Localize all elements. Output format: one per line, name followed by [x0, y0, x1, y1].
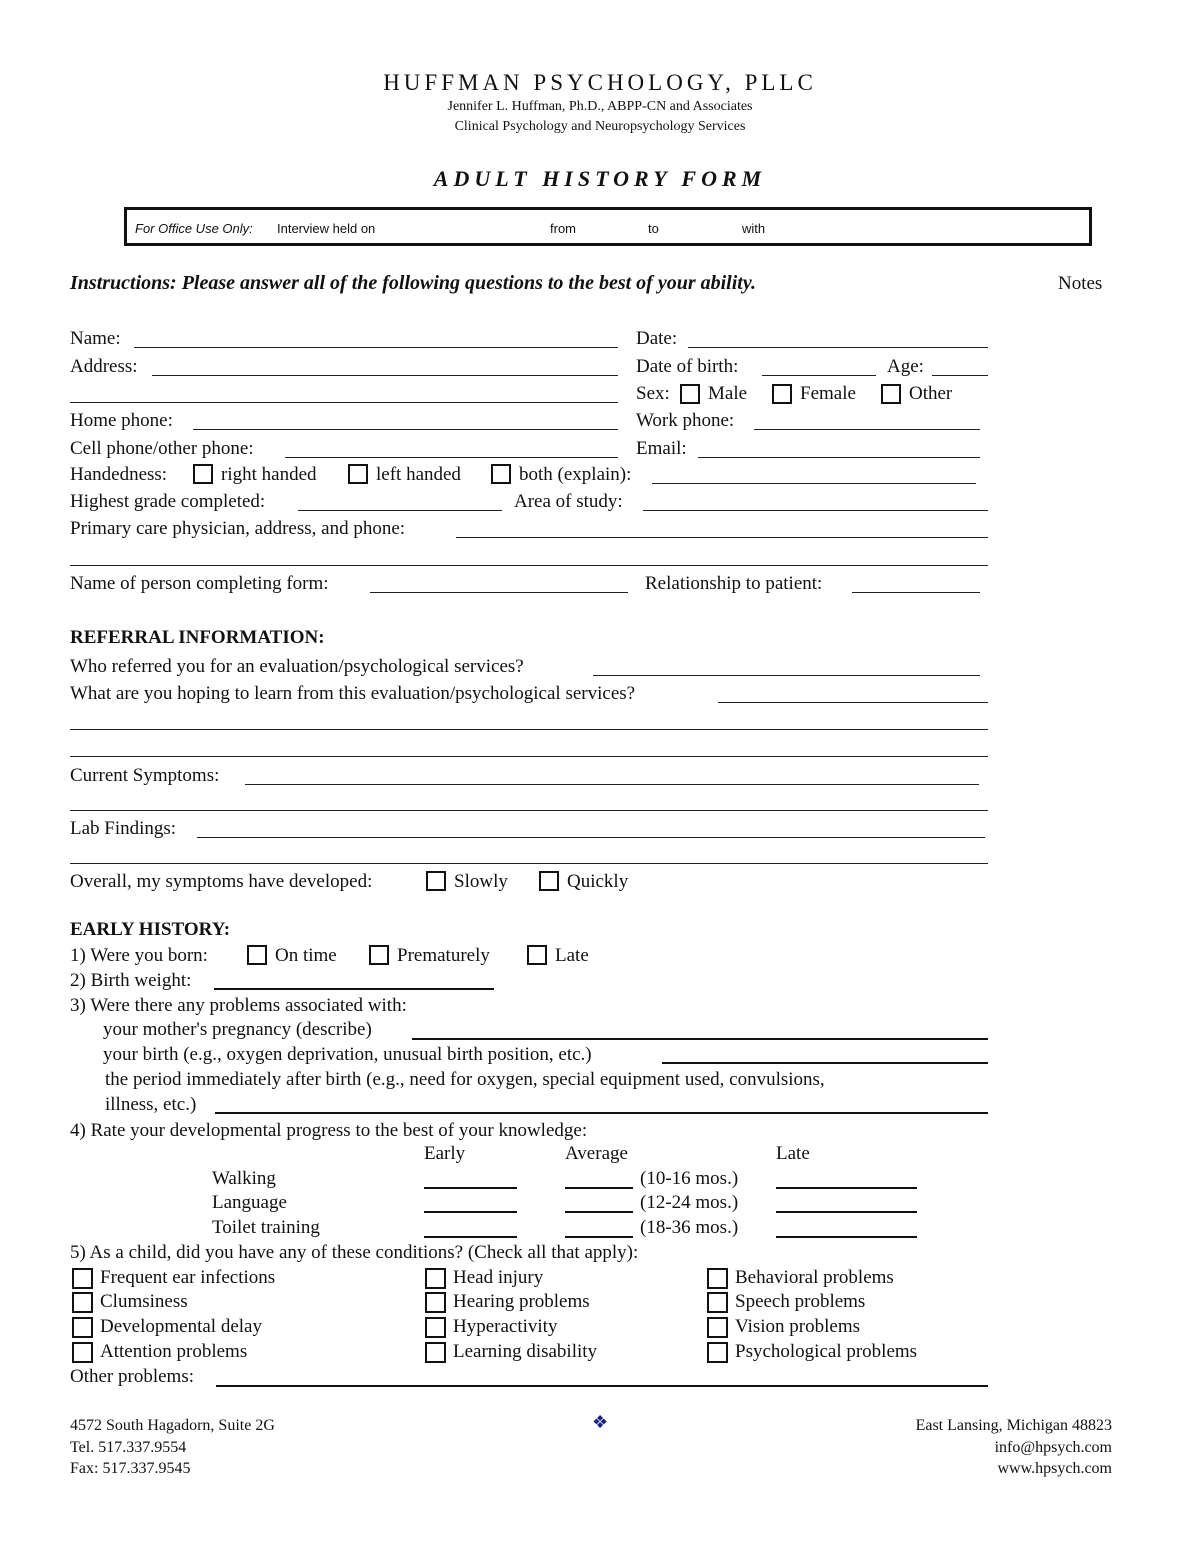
slowly-label: Slowly — [454, 871, 508, 892]
footer-web: www.hpsych.com — [997, 1460, 1112, 1477]
work-phone-field[interactable] — [754, 429, 980, 430]
date-field[interactable] — [688, 347, 988, 348]
lab-field-1[interactable] — [197, 837, 985, 838]
footer-address: 4572 South Hagadorn, Suite 2G — [70, 1417, 275, 1434]
milestone-language: Language — [212, 1192, 287, 1213]
other-problems-label: Other problems: — [70, 1366, 195, 1387]
quickly-checkbox[interactable] — [539, 871, 559, 891]
walking-late-field[interactable] — [776, 1187, 917, 1189]
notes-label: Notes — [1058, 273, 1103, 294]
language-early-field[interactable] — [424, 1211, 517, 1213]
hoping-label: What are you hoping to learn from this evaluation/psychological services? — [70, 683, 636, 704]
toilet-early-field[interactable] — [424, 1236, 517, 1238]
symptoms-label: Current Symptoms: — [70, 765, 220, 786]
completer-field[interactable] — [370, 592, 628, 593]
toilet-range: (18-36 mos.) — [640, 1217, 739, 1238]
footer-email: info@hpsych.com — [994, 1439, 1112, 1456]
late-checkbox[interactable] — [527, 945, 547, 965]
condition-label: Attention problems — [100, 1341, 248, 1362]
lab-label: Lab Findings: — [70, 818, 177, 839]
problems-label: 3) Were there any problems associated with: — [70, 995, 407, 1016]
language-average-field[interactable] — [565, 1211, 633, 1213]
condition-label: Learning disability — [453, 1341, 598, 1362]
milestone-walking: Walking — [212, 1168, 276, 1189]
home-phone-field[interactable] — [193, 429, 618, 430]
referred-by-field[interactable] — [593, 675, 980, 676]
email-field[interactable] — [698, 457, 980, 458]
address-field-2[interactable] — [70, 402, 618, 403]
condition-label: Behavioral problems — [735, 1267, 894, 1288]
toilet-late-field[interactable] — [776, 1236, 917, 1238]
language-range: (12-24 mos.) — [640, 1192, 739, 1213]
both-explain-field[interactable] — [652, 483, 976, 484]
walking-range: (10-16 mos.) — [640, 1168, 739, 1189]
born-label: 1) Were you born: — [70, 945, 208, 966]
left-handed-label: left handed — [376, 464, 461, 485]
age-field[interactable] — [932, 375, 988, 376]
from-label: from — [550, 221, 576, 236]
condition-label: Hearing problems — [453, 1291, 590, 1312]
col-average: Average — [565, 1143, 628, 1164]
sex-label: Sex: — [636, 383, 670, 404]
relationship-label: Relationship to patient: — [645, 573, 823, 594]
left-handed-checkbox[interactable] — [348, 464, 368, 484]
on-time-label: On time — [275, 945, 337, 966]
on-time-checkbox[interactable] — [247, 945, 267, 965]
late-label: Late — [555, 945, 589, 966]
name-label: Name: — [70, 328, 121, 349]
prematurely-checkbox[interactable] — [369, 945, 389, 965]
symptoms-field-1[interactable] — [245, 784, 979, 785]
language-late-field[interactable] — [776, 1211, 917, 1213]
physician-label: Primary care physician, address, and phone: — [70, 518, 406, 539]
office-use-box — [124, 207, 1092, 246]
address-field-1[interactable] — [152, 375, 618, 376]
milestone-toilet: Toilet training — [212, 1217, 320, 1238]
condition-checkbox[interactable] — [72, 1317, 93, 1338]
birth-weight-label: 2) Birth weight: — [70, 970, 192, 991]
cell-phone-label: Cell phone/other phone: — [70, 438, 254, 459]
grade-label: Highest grade completed: — [70, 491, 266, 512]
condition-label: Developmental delay — [100, 1316, 262, 1337]
dob-field[interactable] — [762, 375, 876, 376]
physician-field-1[interactable] — [456, 537, 988, 538]
symptoms-field-2[interactable] — [70, 810, 988, 811]
conditions-label: 5) As a child, did you have any of these conditions? (Check all that apply): — [70, 1242, 639, 1263]
company-name: HUFFMAN PSYCHOLOGY, PLLC — [383, 70, 817, 95]
date-label: Date: — [636, 328, 678, 349]
sex-male-label: Male — [708, 383, 748, 404]
pregnancy-label: your mother's pregnancy (describe) — [103, 1019, 372, 1040]
interview-label: Interview held on — [277, 221, 376, 236]
both-handed-label: both (explain): — [519, 464, 632, 485]
handedness-label: Handedness: — [70, 464, 168, 485]
relationship-field[interactable] — [852, 592, 980, 593]
both-handed-checkbox[interactable] — [491, 464, 511, 484]
referred-by-label: Who referred you for an evaluation/psychological services? — [70, 656, 524, 677]
condition-checkbox[interactable] — [72, 1268, 93, 1289]
early-history-heading: EARLY HISTORY: — [70, 919, 231, 940]
completer-label: Name of person completing form: — [70, 573, 329, 594]
work-phone-label: Work phone: — [636, 410, 735, 431]
walking-early-field[interactable] — [424, 1187, 517, 1189]
lab-field-2[interactable] — [70, 863, 988, 864]
physician-field-2[interactable] — [70, 565, 988, 566]
right-handed-checkbox[interactable] — [193, 464, 213, 484]
after-birth-field[interactable] — [215, 1112, 988, 1114]
birth-problems-label: your birth (e.g., oxygen deprivation, unusual birth position, etc.) — [103, 1044, 592, 1065]
hoping-field-1[interactable] — [718, 702, 988, 703]
after-birth-label-2: illness, etc.) — [105, 1094, 197, 1115]
email-label: Email: — [636, 438, 687, 459]
development-label: 4) Rate your developmental progress to the best of your knowledge: — [70, 1120, 588, 1141]
condition-checkbox[interactable] — [425, 1292, 446, 1313]
condition-label: Clumsiness — [100, 1291, 188, 1312]
study-label: Area of study: — [514, 491, 623, 512]
sex-other-checkbox[interactable] — [881, 384, 901, 404]
col-early: Early — [424, 1143, 466, 1164]
subtitle-services: Clinical Psychology and Neuropsychology Services — [454, 119, 746, 134]
hoping-field-3[interactable] — [70, 756, 988, 757]
referral-heading: REFERRAL INFORMATION: — [70, 627, 325, 648]
footer-tel: Tel. 517.337.9554 — [70, 1439, 187, 1456]
to-label: to — [648, 221, 659, 236]
instructions: Instructions: Please answer all of the following questions to the best of your ability. — [70, 272, 756, 294]
pregnancy-field[interactable] — [412, 1038, 988, 1040]
with-label: with — [742, 221, 766, 236]
condition-checkbox[interactable] — [707, 1342, 728, 1363]
cell-phone-field[interactable] — [285, 457, 618, 458]
sex-female-label: Female — [800, 383, 856, 404]
right-handed-label: right handed — [221, 464, 317, 485]
condition-label: Psychological problems — [735, 1341, 918, 1362]
slowly-checkbox[interactable] — [426, 871, 446, 891]
condition-label: Speech problems — [735, 1291, 866, 1312]
age-label: Age: — [887, 356, 924, 377]
footer-city: East Lansing, Michigan 48823 — [915, 1417, 1112, 1434]
condition-label: Head injury — [453, 1267, 544, 1288]
condition-label: Vision problems — [735, 1316, 860, 1337]
birth-weight-field[interactable] — [214, 988, 494, 990]
hoping-field-2[interactable] — [70, 729, 988, 730]
office-use-label: For Office Use Only: — [135, 221, 253, 236]
footer-fax: Fax: 517.337.9545 — [70, 1460, 191, 1477]
condition-checkbox[interactable] — [707, 1317, 728, 1338]
after-birth-label: the period immediately after birth (e.g., need for oxygen, special equipment used, convulsions, — [105, 1069, 825, 1090]
col-late: Late — [776, 1143, 810, 1164]
condition-checkbox[interactable] — [72, 1292, 93, 1313]
birth-problems-field[interactable] — [662, 1062, 988, 1064]
sex-other-label: Other — [909, 383, 953, 404]
condition-checkbox[interactable] — [72, 1342, 93, 1363]
walking-average-field[interactable] — [565, 1187, 633, 1189]
toilet-average-field[interactable] — [565, 1236, 633, 1238]
study-field[interactable] — [643, 510, 988, 511]
dob-label: Date of birth: — [636, 356, 739, 377]
quickly-label: Quickly — [567, 871, 629, 892]
condition-checkbox[interactable] — [707, 1268, 728, 1289]
address-label: Address: — [70, 356, 138, 377]
condition-label: Hyperactivity — [453, 1316, 558, 1337]
condition-checkbox[interactable] — [425, 1268, 446, 1289]
overall-label: Overall, my symptoms have developed: — [70, 871, 373, 892]
condition-label: Frequent ear infections — [100, 1267, 276, 1288]
home-phone-label: Home phone: — [70, 410, 173, 431]
other-problems-field[interactable] — [216, 1385, 988, 1387]
subtitle-doctor: Jennifer L. Huffman, Ph.D., ABPP-CN and Associates — [447, 99, 753, 114]
name-field[interactable] — [134, 347, 618, 348]
diamond-ornament-icon: ❖ — [592, 1412, 609, 1432]
sex-female-checkbox[interactable] — [772, 384, 792, 404]
prematurely-label: Prematurely — [397, 945, 490, 966]
condition-checkbox[interactable] — [425, 1317, 446, 1338]
condition-checkbox[interactable] — [425, 1342, 446, 1363]
form-title: ADULT HISTORY FORM — [433, 166, 767, 191]
condition-checkbox[interactable] — [707, 1292, 728, 1313]
sex-male-checkbox[interactable] — [680, 384, 700, 404]
grade-field[interactable] — [298, 510, 502, 511]
